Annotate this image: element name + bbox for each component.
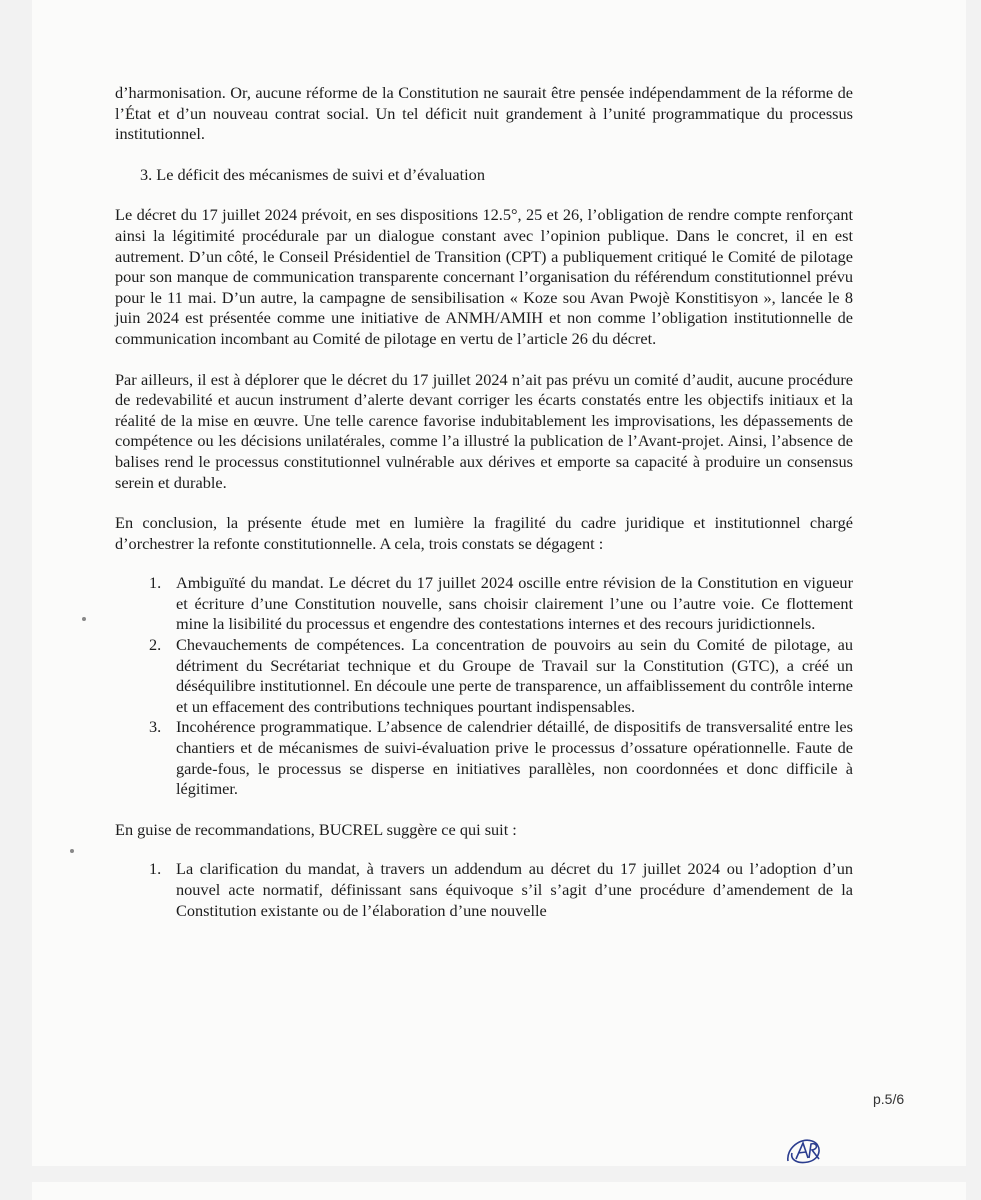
scan-speck	[82, 617, 86, 621]
list-item	[115, 717, 853, 799]
paragraph-decret-obligation: Le décret du 17 juillet 2024 prévoit, en ses dispositions 12.5°, 25 et 26, l’obligation de rendre compte renforçant ainsi la légitimité procédurale par un dialogue constant avec l’opinion publique. Dans le concret, il en est autrement. D’un côté, le Conseil Présidentiel de Transition (CPT) a publiquement critiqué le Comité de pilotage pour son manque de communication transparente concernant l’organisation du référendum constitutionnel prévu pour le 11 mai. D’un autre, la campagne de sensibilisation « Koze sou Avan Pwojè Konstitisyon », lancée le 8 juin 2024 est présentée comme une initiative de ANMH/AMIH et non comme l’obligation institutionnelle de communication incombant au Comité de pilotage en vertu de l’article 26 du décret.	[115, 205, 853, 348]
list-number: 2.	[149, 635, 162, 655]
conclusions-list	[115, 573, 853, 800]
scan-speck	[70, 849, 74, 853]
document-body	[115, 83, 853, 921]
list-item	[115, 635, 853, 717]
page-number: p.5/6	[873, 1091, 905, 1107]
list-item	[115, 573, 853, 635]
list-number: 1.	[149, 859, 162, 879]
signature-initials	[782, 1131, 832, 1176]
paragraph-par-ailleurs: Par ailleurs, il est à déplorer que le décret du 17 juillet 2024 n’ait pas prévu un comité d’audit, aucune procédure de redevabilité et aucun instrument d’alerte devant corriger les écarts constatés entre les objectifs initiaux et la réalité de la mise en œuvre. Une telle carence favorise indubitablement les improvisations, les dépassements de compétence ou les décisions unilatérales, comme l’a illustré la publication de l’Avant-projet. Ainsi, l’absence de balises rend le processus constitutionnel vulnérable aux dérives et emporte sa capacité à produire un consensus serein et durable.	[115, 369, 853, 492]
next-page-edge	[32, 1182, 966, 1200]
paragraph-recommandations: En guise de recommandations, BUCREL suggère ce qui suit :	[115, 819, 517, 839]
list-item-text: Ambiguïté du mandat. Le décret du 17 juillet 2024 oscille entre révision de la Constitution en vigueur et écriture d’une Constitution nouvelle, sans choisir clairement l’une ou l’autre voie. Ce flottement mine la lisibilité du processus et engendre des contestations internes et des recours juridictionnels.	[176, 573, 853, 634]
paragraph-conclusion: En conclusion, la présente étude met en lumière la fragilité du cadre juridique et institutionnel chargé d’orchestrer la refonte constitutionnelle. A cela, trois constats se dégagent :	[115, 513, 853, 553]
list-item-text: La clarification du mandat, à travers un addendum au décret du 17 juillet 2024 ou l’adoption d’un nouvel acte normatif, définissant sans équivoque s’il s’agit d’une procédure d’amendement de la Constitution existante ou de l’élaboration d’une nouvelle	[176, 859, 853, 920]
section-heading-3: 3. Le déficit des mécanismes de suivi et d’évaluation	[140, 164, 485, 184]
list-item-text: Chevauchements de compétences. La concentration de pouvoirs au sein du Comité de pilotage, au détriment du Secrétariat technique et du Groupe de Travail sur la Constitution (GTC), a créé un déséquilibre institutionnel. En découle une perte de transparence, un affaiblissement du contrôle interne et un effacement des contributions techniques pourtant indispensables.	[176, 635, 853, 716]
signature-icon	[782, 1131, 832, 1171]
list-item-text: Incohérence programmatique. L’absence de calendrier détaillé, de dispositifs de transversalité entre les chantiers et de mécanismes de suivi-évaluation prive le processus d’ossature opérationnelle. Faute de garde-fous, le processus se disperse en initiatives parallèles, non coordonnées et donc difficile à légitimer.	[176, 717, 853, 799]
list-number: 3.	[149, 717, 162, 737]
paragraph-harmonisation: d’harmonisation. Or, aucune réforme de la Constitution ne saurait être pensée indépendamment de la réforme de l’État et d’un nouveau contrat social. Un tel déficit nuit grandement à l’unité programmatique du processus institutionnel.	[115, 83, 853, 144]
list-item	[115, 859, 853, 921]
list-number: 1.	[149, 573, 162, 593]
recommendations-list	[115, 859, 853, 921]
